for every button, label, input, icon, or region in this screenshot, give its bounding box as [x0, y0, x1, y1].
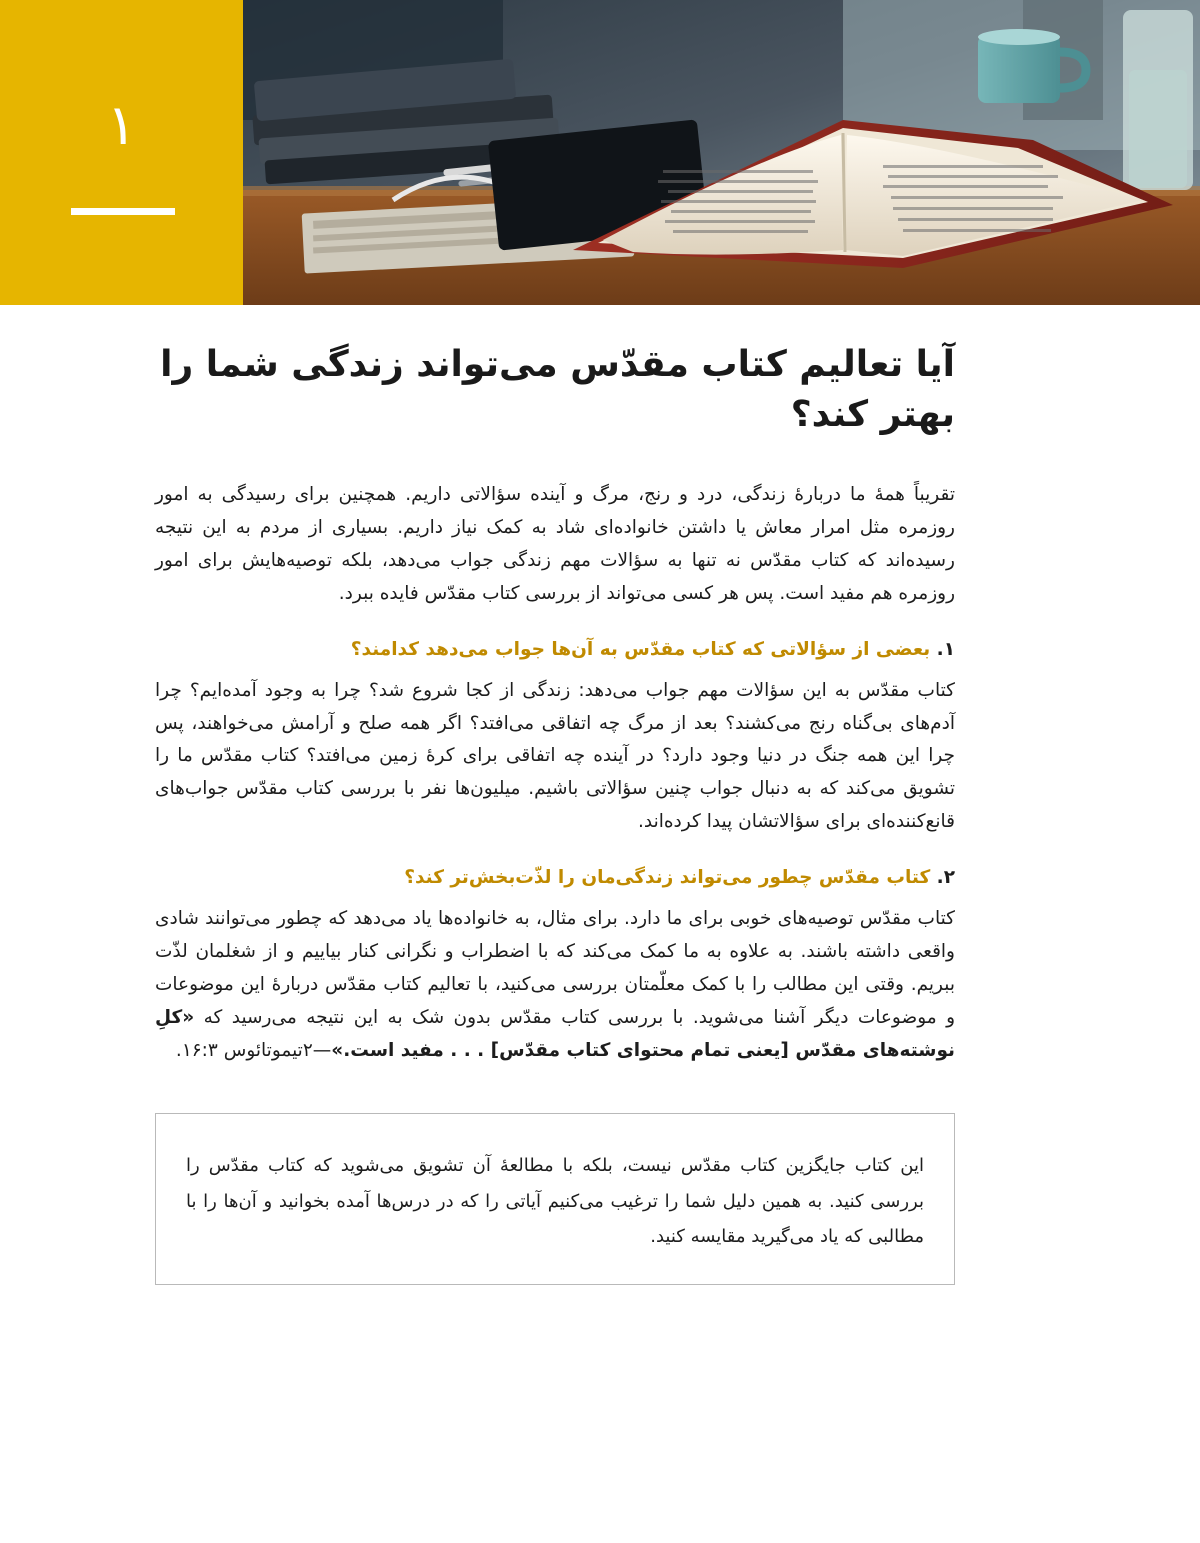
question-number-1: ۱.	[936, 639, 955, 661]
callout-text: این کتاب جایگزین کتاب مقدّس نیست، بلکه با مطالعهٔ آن تشویق می‌شوید که کتاب مقدّس را بررسی کنید. به همین دلیل شما را ترغیب می‌کنیم آیاتی را که در درس‌ها آمده بخوانید و آن‌ها را با مطالبی که یاد می‌گیرید مقایسه کنید.	[186, 1155, 924, 1247]
question-heading-text-2: کتاب مقدّس چطور می‌تواند زندگی‌مان را لذّت‌بخش‌تر کند؟	[404, 867, 931, 889]
chapter-number: ۱	[106, 93, 137, 158]
chapter-header	[0, 0, 1200, 305]
article-content	[155, 340, 955, 1285]
header-photo	[243, 0, 1200, 305]
question-block-2	[155, 863, 955, 1067]
chapter-divider-rule	[71, 208, 175, 215]
scripture-citation: —۲تیموتائوس ۱۶:۳.	[175, 1039, 332, 1061]
page-title: آیا تعالیم کتاب مقدّس می‌تواند زندگی شما را بهتر کند؟	[160, 344, 955, 435]
question-heading-text-1: بعضی از سؤالاتی که کتاب مقدّس به آن‌ها جواب می‌دهد کدامند؟	[350, 639, 931, 661]
question-heading-1	[155, 635, 955, 665]
chapter-badge	[0, 0, 243, 305]
callout-box	[155, 1113, 955, 1284]
question-body-2-lead: کتاب مقدّس توصیه‌های خوبی برای ما دارد. برای مثال، به خانواده‌ها یاد می‌دهد که چطور می‌توانند شادی واقعی داشته باشند. به علاوه به ما کمک می‌کند که با اضطراب و نگرانی کنار بیاییم و از شغلمان لذّت ببریم. وقتی این مطالب را با کمک معلّمتان بررسی می‌کنید، با تعالیم کتاب مقدّس دربارهٔ این موضوعات و موضوعات دیگر آشنا می‌شوید. با بررسی کتاب مقدّس بدون شک به این نتیجه می‌رسید که	[155, 907, 955, 1028]
question-number-2: ۲.	[936, 867, 955, 889]
question-heading-2	[155, 863, 955, 893]
question-block-1	[155, 635, 955, 839]
question-body-2	[155, 903, 955, 1068]
open-bible-on-desk-photo	[243, 0, 1200, 305]
intro-paragraph: تقریباً همهٔ ما دربارهٔ زندگی، درد و رنج، مرگ و آینده سؤالاتی داریم. همچنین برای رسیدگی به امور روزمره مثل امرار معاش یا داشتن خانواده‌ای شاد به کمک نیاز داریم. بسیاری از مردم به این نتیجه رسیده‌اند که کتاب مقدّس نه تنها به سؤالات مهم زندگی جواب می‌دهد، بلکه توصیه‌هایش برای امور روزمره هم مفید است. پس هر کسی می‌تواند از بررسی کتاب مقدّس فایده ببرد.	[155, 484, 955, 605]
scripture-quote: «کلِ نوشته‌های مقدّس [یعنی تمام محتوای کتاب مقدّس] . . . مفید است.»	[155, 1006, 955, 1061]
question-body-1: کتاب مقدّس به این سؤالات مهم جواب می‌دهد: زندگی از کجا شروع شد؟ چرا به وجود آمده‌ایم؟ چرا آدم‌های بی‌گناه رنج می‌کشند؟ بعد از مرگ چه اتفاقی می‌افتد؟ اگر همه صلح و آرامش می‌خواهند، پس چرا این همه جنگ در دنیا وجود دارد؟ در آینده چه اتفاقی برای کرهٔ زمین می‌افتد؟ کتاب مقدّس ما را تشویق می‌کند که به دنبال جواب چنین سؤالاتی باشیم. میلیون‌ها نفر با بررسی کتاب مقدّس جواب‌های قانع‌کننده‌ای برای سؤالاتشان پیدا کرده‌اند.	[155, 679, 955, 833]
